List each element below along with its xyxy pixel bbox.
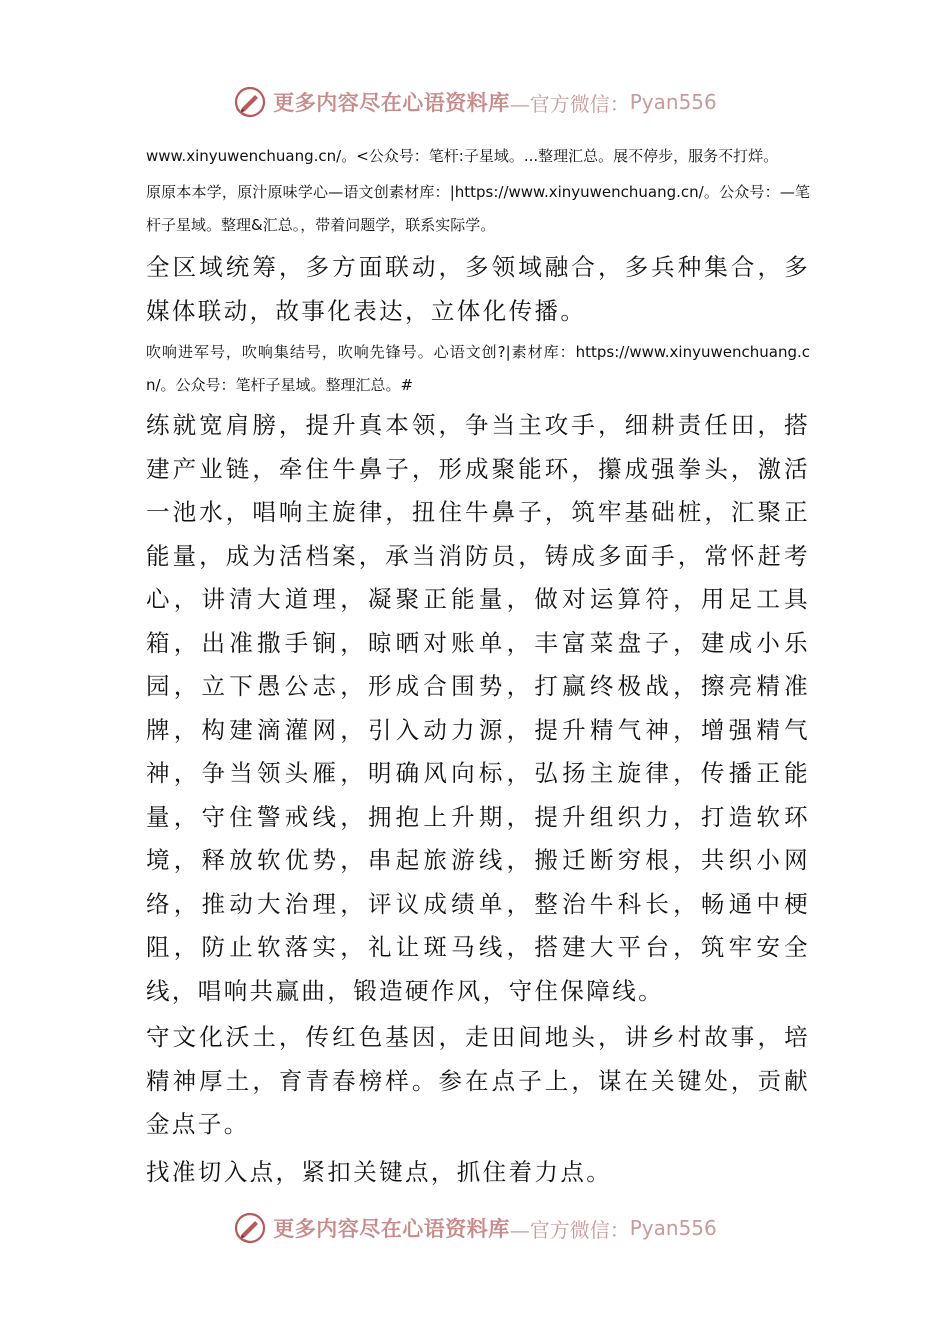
paragraph-5: 练就宽肩膀，提升真本领，争当主攻手，细耕责任田，搭建产业链，牵住牛鼻子，形成聚能环，攥成强拳头，激活一池水，唱响主旋律，扭住牛鼻子，筑牢基础桩，汇聚正能量，成为活档案，承当消防员，铸成多面手，常怀赶考心，讲清大道理，凝聚正能量，做对运算符，用足工具箱，出准撒手锏，晾晒对账单，丰富菜盘子，建成小乐园，立下愚公志，形成合围势，打赢终极战，擦亮精准牌，构建滴灌网，引入动力源，提升精气神，增强精气神，争当领头雁，明确风向标，弘扬主旋律，传播正能量，守住警戒线，拥抱上升期，提升组织力，打造软环境，释放软优势，串起旅游线，搬迁断穷根，共织小网络，推动大治理，评议成绩单，整治牛科长，畅通中梗阻，防止软落实，礼让斑马线，搭建大平台，筑牢安全线，唱响共赢曲，锻造硬作风，守住保障线。 <box>146 411 810 1005</box>
paragraph-2: 原原本本学，原汁原味学心—语文创素材库：|https://www.xinyuwenchuang.cn/。公众号：—笔杆子星域。整理&汇总。，带着问题学，联系实际学。 <box>146 183 810 234</box>
paragraph-7: 找准切入点，紧扣关键点，抓住着力点。 <box>146 1157 613 1186</box>
header-banner-separator: —官方微信： <box>509 91 630 116</box>
header-banner <box>0 80 950 124</box>
header-banner-text: 更多内容尽在心语资料库 <box>273 90 510 115</box>
footer-banner <box>0 1206 950 1250</box>
paragraph-3: 全区域统筹，多方面联动，多领域融合，多兵种集合，多媒体联动，故事化表达，立体化传播。 <box>146 253 810 325</box>
header-banner-id: Pyan556 <box>629 90 717 114</box>
pen-logo-icon <box>233 1211 267 1245</box>
footer-banner-text: 更多内容尽在心语资料库 <box>273 1216 510 1241</box>
pen-logo-icon <box>233 85 267 119</box>
paragraph-4: 吹响进军号，吹响集结号，吹响先锋号。心语文创?|素材库：https://www.xinyuwenchuang.cn/。公众号：笔杆子星域。整理汇总。# <box>146 343 810 394</box>
document-body <box>146 140 810 1194</box>
footer-banner-separator: —官方微信： <box>509 1217 630 1242</box>
paragraph-1: www.xinyuwenchuang.cn/。<公众号：笔杆:子星域。...整理汇总。展不停步，服务不打烊。 <box>146 147 779 165</box>
footer-banner-id: Pyan556 <box>629 1216 717 1240</box>
paragraph-6: 守文化沃土，传红色基因，走田间地头，讲乡村故事，培精神厚土，育青春榜样。参在点子上，谋在关键处，贡献金点子。 <box>146 1023 810 1138</box>
